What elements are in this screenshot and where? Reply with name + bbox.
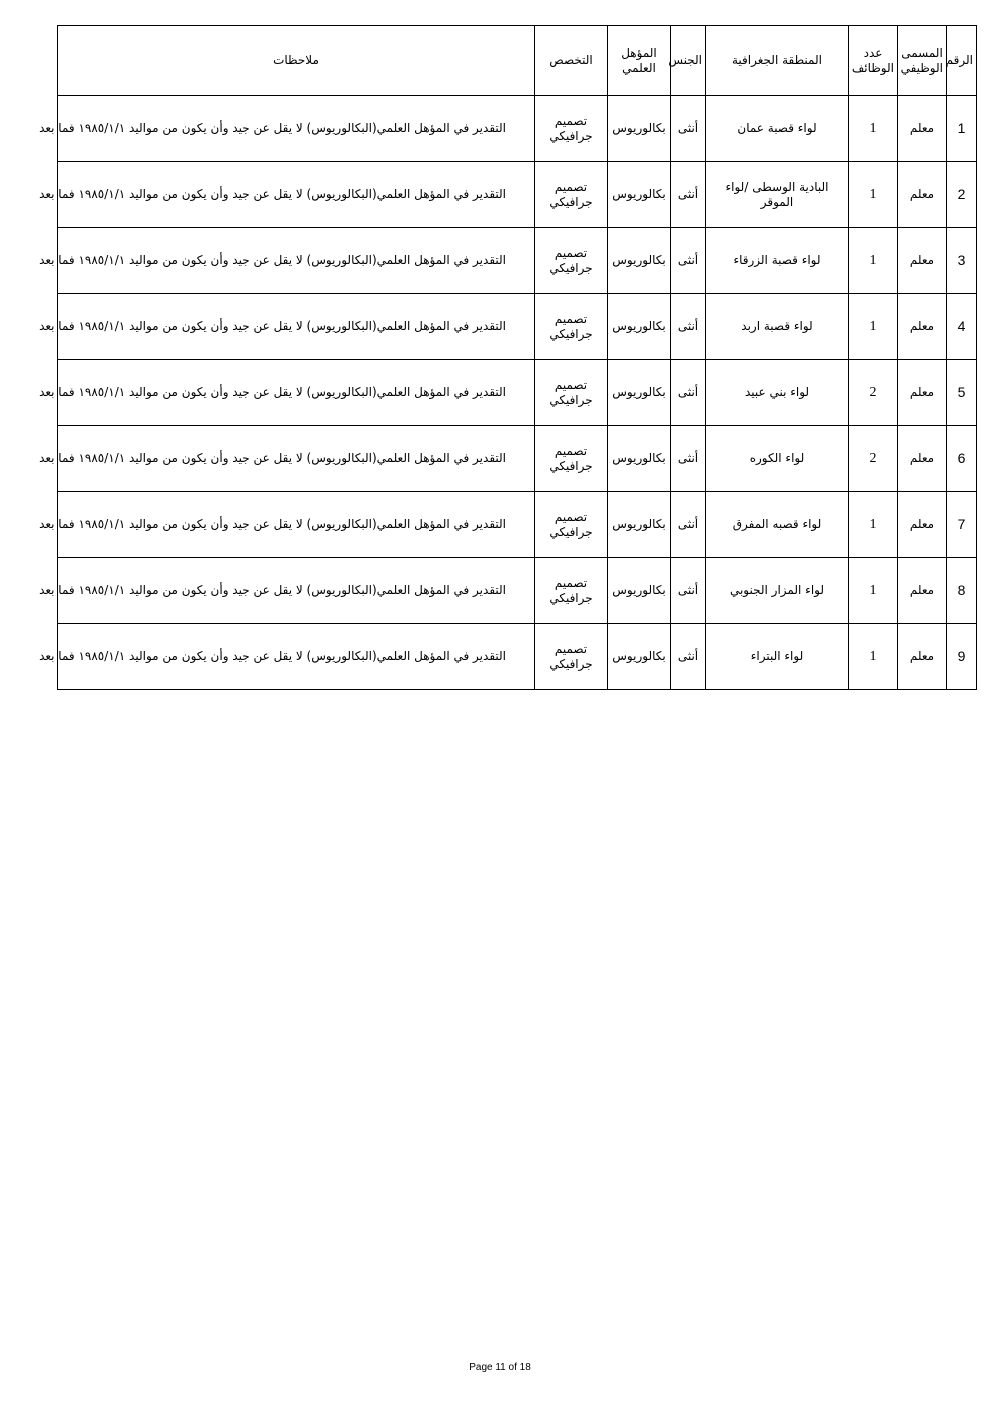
- cell-gender: أنثى: [671, 96, 706, 162]
- header-notes: ملاحظات: [58, 26, 535, 96]
- cell-job-count: 1: [849, 162, 898, 228]
- table-row: [58, 96, 977, 162]
- cell-specialization: تصميم جرافيكي: [535, 558, 608, 624]
- cell-specialization: تصميم جرافيكي: [535, 360, 608, 426]
- cell-region: لواء قصبه المفرق: [706, 492, 849, 558]
- cell-job-count: 1: [849, 558, 898, 624]
- cell-qualification: بكالوريوس: [608, 162, 671, 228]
- jobs-table-container: [39, 25, 976, 690]
- cell-specialization: تصميم جرافيكي: [535, 228, 608, 294]
- cell-gender: أنثى: [671, 162, 706, 228]
- cell-qualification: بكالوريوس: [608, 360, 671, 426]
- cell-qualification: بكالوريوس: [608, 426, 671, 492]
- cell-job-title: معلم: [898, 426, 947, 492]
- header-qualification: المؤهل العلمي: [608, 26, 671, 96]
- cell-notes: التقدير في المؤهل العلمي(البكالوريوس) لا يقل عن جيد وأن يكون من مواليد ١٩٨٥/١/١ فما بعد: [58, 294, 535, 360]
- cell-region: لواء المزار الجنوبي: [706, 558, 849, 624]
- cell-gender: أنثى: [671, 492, 706, 558]
- cell-job-count: 2: [849, 426, 898, 492]
- cell-region: لواء قصبة عمان: [706, 96, 849, 162]
- cell-job-title: معلم: [898, 624, 947, 690]
- cell-gender: أنثى: [671, 426, 706, 492]
- cell-gender: أنثى: [671, 558, 706, 624]
- cell-gender: أنثى: [671, 228, 706, 294]
- cell-job-title: معلم: [898, 228, 947, 294]
- cell-qualification: بكالوريوس: [608, 228, 671, 294]
- cell-notes: التقدير في المؤهل العلمي(البكالوريوس) لا يقل عن جيد وأن يكون من مواليد ١٩٨٥/١/١ فما بعد: [58, 360, 535, 426]
- cell-job-count: 1: [849, 294, 898, 360]
- cell-specialization: تصميم جرافيكي: [535, 96, 608, 162]
- cell-no: 2: [947, 162, 977, 228]
- cell-no: 3: [947, 228, 977, 294]
- jobs-table: [39, 25, 977, 690]
- cell-gender: أنثى: [671, 360, 706, 426]
- cell-job-title: معلم: [898, 96, 947, 162]
- cell-notes: التقدير في المؤهل العلمي(البكالوريوس) لا يقل عن جيد وأن يكون من مواليد ١٩٨٥/١/١ فما بعد: [58, 492, 535, 558]
- cell-job-count: 1: [849, 96, 898, 162]
- cell-region: لواء قصبة اربد: [706, 294, 849, 360]
- table-row: [58, 228, 977, 294]
- cell-no: 9: [947, 624, 977, 690]
- cell-notes: التقدير في المؤهل العلمي(البكالوريوس) لا يقل عن جيد وأن يكون من مواليد ١٩٨٥/١/١ فما بعد: [58, 624, 535, 690]
- cell-specialization: تصميم جرافيكي: [535, 426, 608, 492]
- table-row: [58, 492, 977, 558]
- cell-notes: التقدير في المؤهل العلمي(البكالوريوس) لا يقل عن جيد وأن يكون من مواليد ١٩٨٥/١/١ فما بعد: [58, 162, 535, 228]
- cell-region: لواء بني عبيد: [706, 360, 849, 426]
- cell-qualification: بكالوريوس: [608, 624, 671, 690]
- cell-job-title: معلم: [898, 162, 947, 228]
- cell-no: 4: [947, 294, 977, 360]
- cell-no: 7: [947, 492, 977, 558]
- table-row: [58, 426, 977, 492]
- cell-no: 1: [947, 96, 977, 162]
- cell-gender: أنثى: [671, 294, 706, 360]
- header-job-title: المسمى الوظيفي: [898, 26, 947, 96]
- cell-specialization: تصميم جرافيكي: [535, 294, 608, 360]
- cell-region: البادية الوسطى /لواء الموقر: [706, 162, 849, 228]
- cell-job-title: معلم: [898, 558, 947, 624]
- cell-specialization: تصميم جرافيكي: [535, 492, 608, 558]
- table-body: [39, 96, 977, 690]
- cell-job-count: 2: [849, 360, 898, 426]
- cell-specialization: تصميم جرافيكي: [535, 624, 608, 690]
- header-specialization: التخصص: [535, 26, 608, 96]
- page-number-footer: Page 11 of 18: [469, 1362, 531, 1373]
- cell-region: لواء البتراء: [706, 624, 849, 690]
- table-row: [58, 558, 977, 624]
- cell-job-title: معلم: [898, 492, 947, 558]
- table-header: [58, 26, 977, 96]
- table-row: [58, 294, 977, 360]
- cell-notes: التقدير في المؤهل العلمي(البكالوريوس) لا يقل عن جيد وأن يكون من مواليد ١٩٨٥/١/١ فما بعد: [58, 426, 535, 492]
- cell-job-count: 1: [849, 228, 898, 294]
- cell-no: 6: [947, 426, 977, 492]
- table-row: [58, 360, 977, 426]
- cell-region: لواء قصبة الزرقاء: [706, 228, 849, 294]
- cell-job-count: 1: [849, 492, 898, 558]
- header-row: [58, 26, 977, 96]
- header-no: الرقم: [947, 26, 977, 96]
- cell-no: 5: [947, 360, 977, 426]
- cell-job-count: 1: [849, 624, 898, 690]
- table-row: [58, 624, 977, 690]
- header-region: المنطقة الجغرافية: [706, 26, 849, 96]
- header-gender: الجنس: [671, 26, 706, 96]
- cell-job-title: معلم: [898, 294, 947, 360]
- cell-qualification: بكالوريوس: [608, 558, 671, 624]
- cell-notes: التقدير في المؤهل العلمي(البكالوريوس) لا يقل عن جيد وأن يكون من مواليد ١٩٨٥/١/١ فما بعد: [58, 96, 535, 162]
- cell-no: 8: [947, 558, 977, 624]
- cell-qualification: بكالوريوس: [608, 492, 671, 558]
- cell-qualification: بكالوريوس: [608, 96, 671, 162]
- cell-notes: التقدير في المؤهل العلمي(البكالوريوس) لا يقل عن جيد وأن يكون من مواليد ١٩٨٥/١/١ فما بعد: [58, 228, 535, 294]
- cell-region: لواء الكوره: [706, 426, 849, 492]
- cell-specialization: تصميم جرافيكي: [535, 162, 608, 228]
- table-row: [58, 162, 977, 228]
- cell-gender: أنثى: [671, 624, 706, 690]
- cell-job-title: معلم: [898, 360, 947, 426]
- header-job-count: عدد الوظائف: [849, 26, 898, 96]
- cell-qualification: بكالوريوس: [608, 294, 671, 360]
- cell-notes: التقدير في المؤهل العلمي(البكالوريوس) لا يقل عن جيد وأن يكون من مواليد ١٩٨٥/١/١ فما بعد: [58, 558, 535, 624]
